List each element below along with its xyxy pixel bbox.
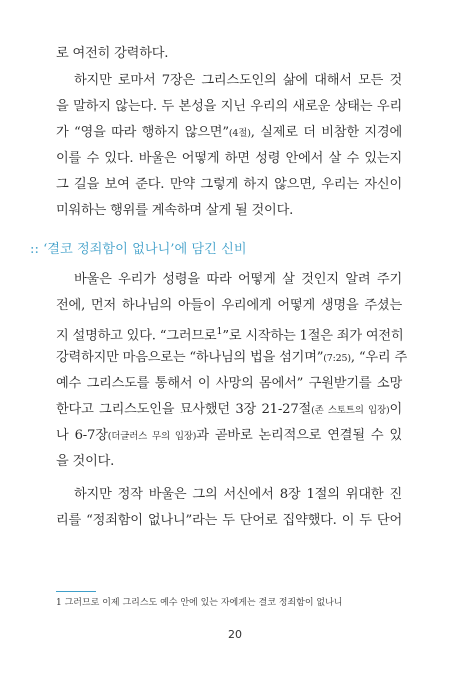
text-line: 하지만 정작 바울은 그의 서신에서 8장 1절의 위대한 진 [74,487,402,502]
text-line: 이를 수 있다. 바울은 어떻게 하면 성령 안에서 살 수 있는지 [56,151,402,166]
text-line [56,123,402,144]
text-line [56,348,407,369]
text-span: 과 곧바로 논리적으로 연결될 수 있 [196,428,402,443]
text-span: 강력하지만 마음으로는 “하나님의 법을 섬기며” [56,350,324,365]
text-line: 하지만 로마서 7장은 그리스도인의 삶에 대해서 모든 것 [74,73,402,88]
section-heading: :: ‘결코 정죄함이 없나니’에 담긴 신비 [30,242,247,257]
text-span: 한다고 그리스도인을 묘사했던 3장 21-27절 [56,402,312,417]
citation-note: (더글러스 무의 입장) [107,431,197,442]
text-line [56,426,402,447]
text-span: 지 설명하고 있다. “그러므로 [56,328,217,344]
text-line [56,322,402,346]
footnote: 1 그러므로 이제 그리스도 예수 안에 있는 자에게는 결코 정죄함이 없나니 [56,598,343,608]
page-number: 20 [228,628,242,641]
text-span: ”로 시작하는 1절은 죄가 여전히 [222,328,404,344]
text-line: 그 길을 보여 준다. 만약 그렇게 하지 않으면, 우리는 자신이 [56,177,402,192]
verse-reference: (7:25) [323,353,351,364]
text-line: 예수 그리스도를 통해서 이 사망의 몸에서” 구원받기를 소망 [56,376,402,391]
text-line: 리를 “정죄함이 없나니”라는 두 단어로 집약했다. 이 두 단어 [56,513,402,528]
citation-note: (존 스토트의 입장) [311,405,390,416]
text-line: 을 것이다. [56,454,115,469]
text-line: 바울은 우리가 성령을 따라 어떻게 살 것인지 알려 주기 [74,272,402,287]
text-line: 전에, 먼저 하나님의 아들이 우리에게 어떻게 생명을 주셨는 [56,298,402,313]
text-line: 미워하는 행위를 계속하며 살게 될 것이다. [56,203,294,218]
footnote-marker: 1 [216,326,223,337]
text-span: , 실제로 더 비참한 지경에 [250,125,402,140]
footnote-divider [56,591,96,592]
text-line: 로 여전히 강력하다. [56,46,169,61]
verse-reference: (4절) [228,128,251,139]
text-span: 나 6-7장 [56,428,108,443]
text-span: 이 [389,402,402,417]
text-span: , “우리 주 [350,350,407,365]
text-line [56,400,402,421]
text-line: 을 말하지 않는다. 두 본성을 지닌 우리의 새로운 상태는 우리 [56,99,402,114]
text-span: 가 “영을 따라 행하지 않으면” [56,125,229,140]
